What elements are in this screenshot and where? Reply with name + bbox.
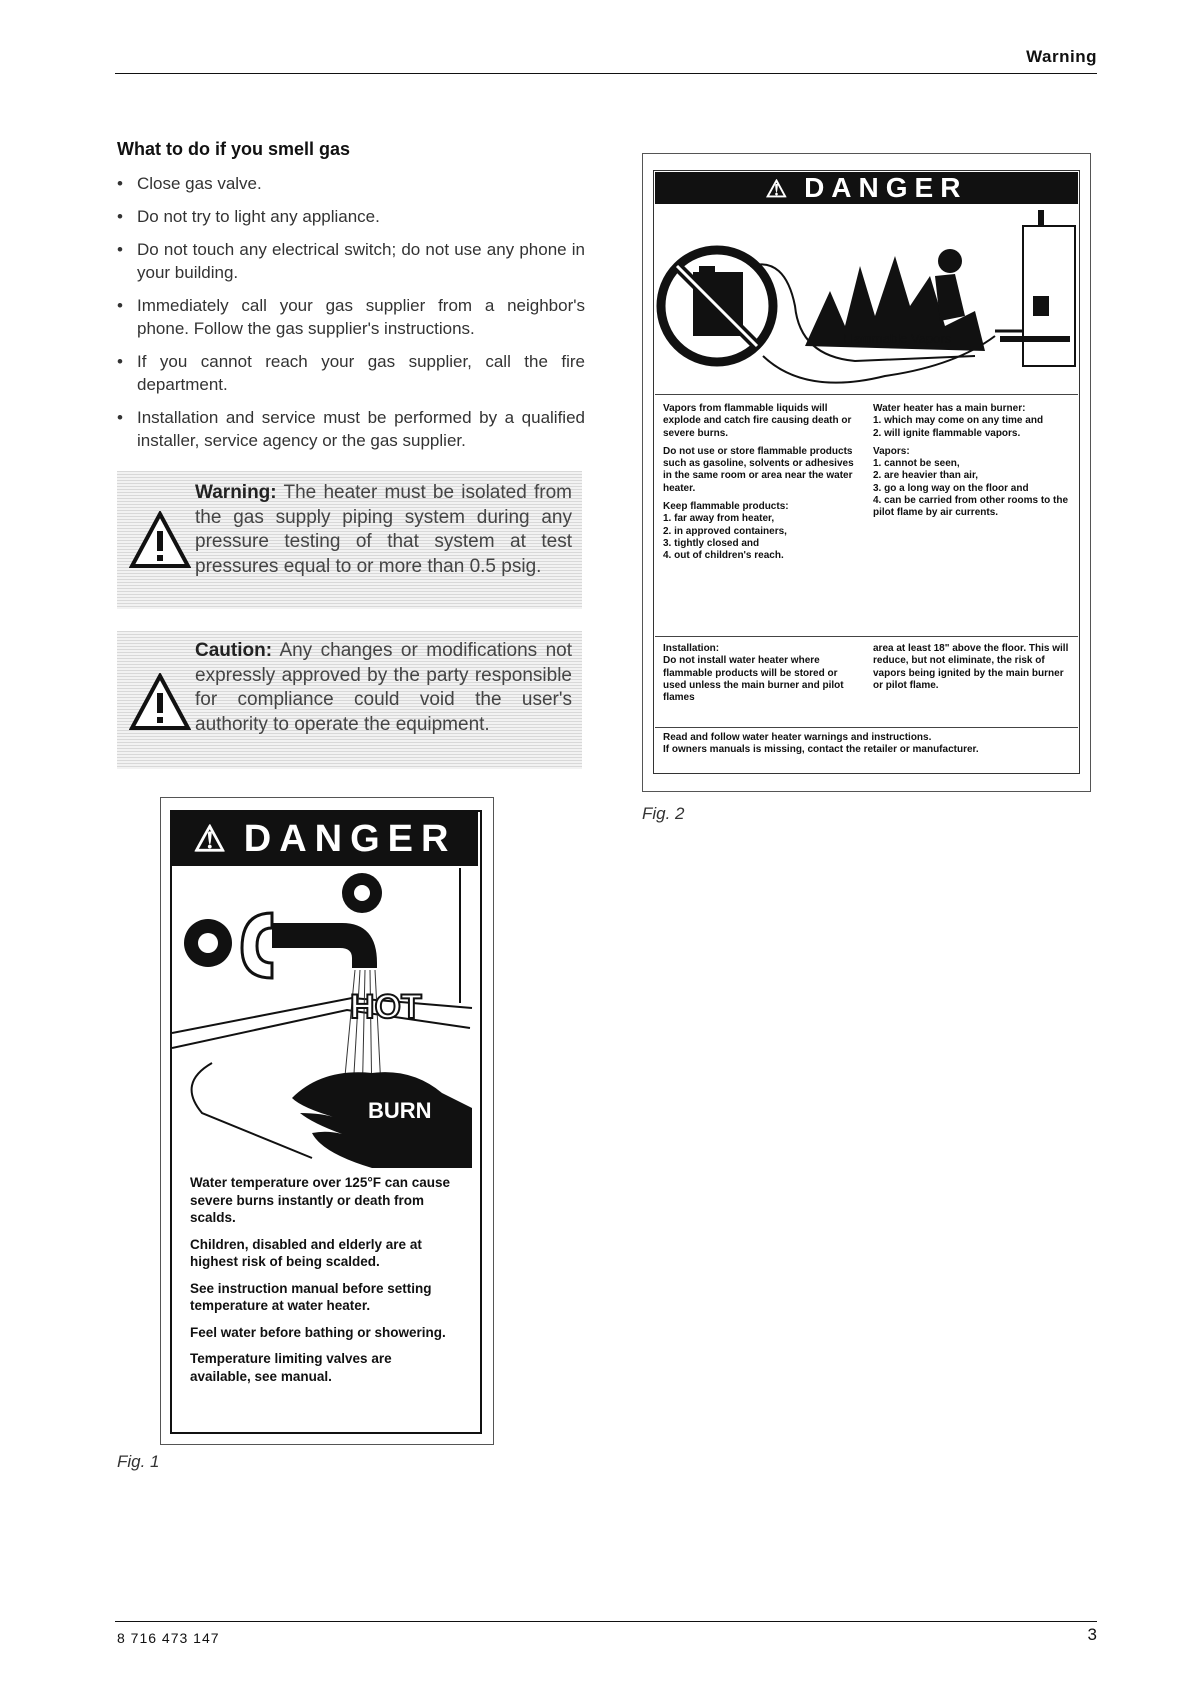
fig2-banner-text: DANGER — [804, 172, 968, 203]
burn-label: BURN — [368, 1098, 432, 1123]
flammable-vapors-label: Flammable Vapors — [843, 331, 952, 346]
fig1-paragraph: See instruction manual before setting temperature at water heater. — [190, 1280, 432, 1313]
list-item: • Immediately call your gas supplier from a neighbor's phone. Follow the gas supplier's instructions. — [117, 294, 585, 340]
fig2-divider — [655, 727, 1078, 728]
fig2-danger-banner — [655, 172, 1078, 204]
fig2-paragraph: Do not use or store flammable products such as gasoline, solvents or adhesives in the same room or area near the water heater. — [663, 445, 854, 494]
fig1-text — [190, 1174, 450, 1394]
fig2-install-right: area at least 18" above the floor. This will reduce, but not eliminate, the risk of vapors being ignited by the main burner or pilot flame. — [873, 643, 1069, 691]
page-header-title: Warning — [1026, 47, 1097, 66]
list-item: • If you cannot reach your gas supplier, call the fire department. — [117, 350, 585, 396]
section-heading: What to do if you smell gas — [117, 139, 351, 159]
fig2-divider — [655, 636, 1078, 637]
warning-triangle-icon — [129, 673, 191, 731]
page-number: 3 — [1087, 1625, 1097, 1644]
fig2-left-column — [663, 403, 863, 569]
fig1-danger-banner — [172, 812, 478, 866]
hot-water-faucet-illustration — [172, 868, 478, 1168]
fig2-install-left: Installation: Do not install water heater where flammable products will be stored or used unless the main burner and pilot flames — [663, 643, 844, 704]
danger-triangle-icon: ⚠ — [765, 176, 795, 203]
document-number: 8 716 473 147 — [117, 1630, 220, 1646]
header-rule — [115, 73, 1097, 74]
list-item: • Do not touch any electrical switch; do not use any phone in your building. — [117, 238, 585, 284]
caution-text: Any changes or modifications not expressly approved by the party responsible for compliance could void the user's authority to operate the equipment. — [195, 640, 572, 735]
warning-label: Warning: — [195, 482, 277, 503]
fig2-paragraph: Vapors: 1. cannot be seen, 2. are heavier than air, 3. go a long way on the floor and 4. can be carried from other rooms to the pilot flame by air currents. — [873, 445, 1069, 519]
fig1-banner-text: DANGER — [243, 818, 457, 860]
list-item: • Installation and service must be performed by a qualified installer, service agency or the gas supplier. — [117, 406, 585, 452]
fig2-paragraph: Water heater has a main burner: 1. which may come on any time and 2. will ignite flammable vapors. — [873, 403, 1044, 439]
fig1-paragraph: Children, disabled and elderly are at highest risk of being scalded. — [190, 1236, 422, 1269]
caution-notice — [117, 631, 582, 769]
hot-label: HOT — [350, 988, 422, 1026]
fig1-paragraph: Water temperature over 125°F can cause severe burns instantly or death from scalds. — [190, 1175, 451, 1225]
caution-label: Caution: — [195, 640, 273, 661]
fig2-right-column — [873, 403, 1073, 526]
footer-rule — [115, 1621, 1097, 1622]
fig2-divider — [655, 394, 1078, 395]
danger-triangle-icon: ⚠ — [193, 818, 234, 859]
fig2-paragraph: Vapors from flammable liquids will explode and catch fire causing death or severe burns. — [663, 403, 852, 439]
warning-triangle-icon — [129, 511, 191, 569]
fig1-paragraph: Temperature limiting valves are available, see manual. — [190, 1351, 392, 1384]
gas-instructions-list — [117, 172, 585, 462]
fig1-paragraph: Feel water before bathing or showering. — [190, 1324, 446, 1340]
warning-notice — [117, 471, 582, 609]
fig1-caption: Fig. 1 — [117, 1452, 160, 1471]
warning-text: The heater must be isolated from the gas supply piping system during any pressure testing of that system at test pressures equal to or more than 0.5 psig. — [195, 482, 572, 577]
flammable-vapors-illustration — [655, 206, 1078, 396]
fig2-paragraph: Keep flammable products: 1. far away from heater, 2. in approved containers, 3. tightly closed and 4. out of children's reach. — [663, 501, 789, 562]
fig2-caption: Fig. 2 — [642, 804, 685, 823]
fig2-bottom-note: Read and follow water heater warnings and instructions. If owners manuals is missing, contact the retailer or manufacturer. — [663, 732, 979, 756]
list-item: • Close gas valve. — [117, 172, 585, 195]
list-item: • Do not try to light any appliance. — [117, 205, 585, 228]
